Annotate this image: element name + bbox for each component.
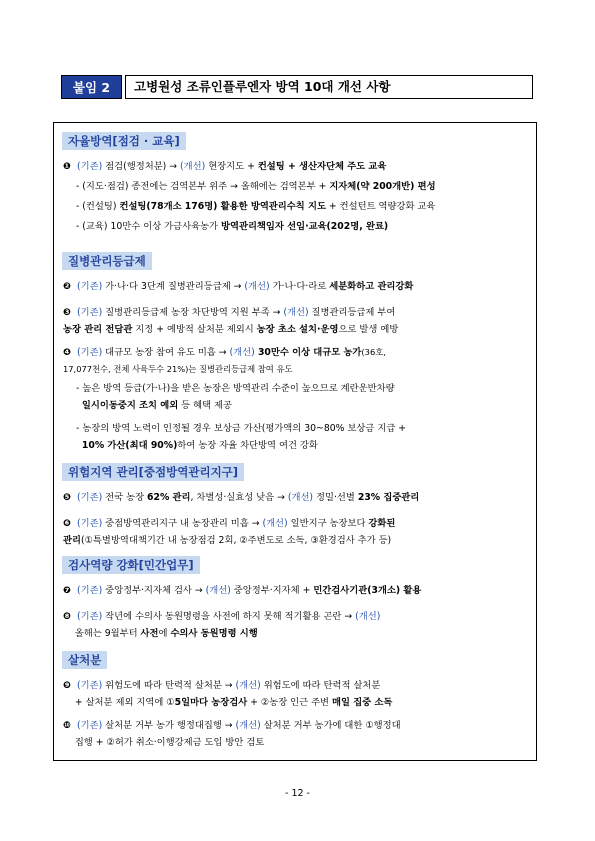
label-before: (기존) [77,680,103,691]
emphasis: 수의사 동원명령 시행 [170,628,258,639]
emphasis: 강화된 [368,518,396,529]
item-1-sub-3 [76,218,533,235]
section-heading-risk-area: 위험지역 관리[중점방역관리지구] [62,463,244,481]
emphasis: 민간검사기관(3개소) 활용 [313,585,422,596]
label-before: (기존) [77,161,103,172]
item-4-sub-1 [76,380,533,414]
label-after: (개선) [244,281,270,292]
label-after: (개선) [355,611,381,622]
text: - (지도·점검) 종전에는 검역본부 위주 → 올해에는 검역본부 + [76,181,330,192]
section-heading-inspection: 검사역량 강화[민간업무] [62,556,200,574]
label-before: (기존) [77,492,103,503]
item-1-sub-1 [76,178,533,195]
emphasis: 농장 관리 전담관 [63,324,133,335]
note: (36호, [361,347,386,357]
emphasis: 매일 집중 소독 [332,697,393,708]
text: 중점방역관리지구 내 농장관리 미흡 → [102,518,263,529]
label-before: (기존) [77,347,103,358]
item-number: ❺ [63,492,71,503]
text: 살처분 거부 농가에 대한 ①행정대 [260,720,401,731]
item-9 [63,677,533,711]
emphasis: 관리 [63,535,81,546]
item-number: ❹ [63,347,71,358]
emphasis: 사전 [140,628,159,639]
page-number: - 12 - [285,788,310,799]
item-3 [63,304,533,338]
attachment-header [61,75,533,99]
item-number: ❷ [63,281,71,292]
text: 현장지도 + [205,161,258,172]
item-number: ❿ [63,720,71,731]
item-number: ❾ [63,680,71,691]
text: (①특별방역대책기간 내 농장점검 2회, ②주변도로 소독, ③환경검사 추가 등) [80,535,392,546]
emphasis: 컨설팅 + 생산자단체 주도 교육 [257,161,387,172]
text: 질병관리등급제 부여 [308,307,396,318]
emphasis: 농장 초소 설치·운영 [256,324,339,335]
label-before: (기존) [77,611,103,622]
text: 가·나·다 3단계 질병관리등급제 → [102,281,245,292]
label-after: (개선) [283,307,309,318]
text: 지정 + 예방적 살처분 제외시 [132,324,257,335]
emphasis: 방역관리책임자 선임·교육(202명, 완료) [221,221,389,232]
document-title: 고병원성 조류인플루엔자 방역 10대 개선 사항 [125,75,533,99]
emphasis: 세분화하고 관리강화 [329,281,414,292]
text: 일반지구 농장보다 [287,518,369,529]
item-number: ❼ [63,585,71,596]
item-10 [63,717,533,751]
label-before: (기존) [77,307,103,318]
text: 전국 농장 [102,492,148,503]
label-after: (개선) [229,347,255,358]
emphasis: 30만수 이상 대규모 농가 [254,347,362,358]
text: + 컨설턴트 역량강화 교육 [325,201,436,212]
item-1 [63,158,533,175]
text: - (교육) 10만수 이상 가금사육농가 [76,221,221,232]
label-before: (기존) [77,518,103,529]
section-heading-culling: 살처분 [62,651,107,669]
label-before: (기존) [77,720,103,731]
text: 살처분 거부 농가 행정대집행 → [102,720,236,731]
emphasis: 62% 관리 [147,492,191,503]
text: 중앙정부·지자체 + [230,585,314,596]
text: 에 [158,628,171,639]
label-after: (개선) [180,161,206,172]
label-after: (개선) [262,518,288,529]
item-number: ❽ [63,611,71,622]
text: 정밀·선별 [313,492,358,503]
text: + ②농장 인근 주변 [247,697,332,708]
text: 하여 농장 자율 차단방역 여건 강화 [177,440,318,451]
item-2 [63,278,533,295]
note: 17,077천수, 전체 사육두수 21%)는 질병관리등급제 참여 유도 [63,364,293,374]
text: - (컨설팅) [76,201,120,212]
item-6 [63,515,533,549]
emphasis: 10% 가산(최대 90%) [81,440,178,451]
item-4-sub-2 [76,420,533,454]
text: 중앙정부·지자체 검사 → [102,585,206,596]
label-after: (개선) [205,585,231,596]
text: + 살처분 제외 지역에 ① [74,697,175,708]
item-7 [63,582,533,599]
label-before: (기존) [77,281,103,292]
text: 가·나·다·라로 [269,281,330,292]
text: 질병관리등급제 농장 차단방역 지원 부족 → [102,307,284,318]
item-4 [63,344,533,378]
emphasis: 5일마다 농장검사 [174,697,248,708]
item-number: ❻ [63,518,71,529]
emphasis: 23% 집중관리 [357,492,420,503]
label-after: (개선) [287,492,314,503]
text: - 높은 방역 등급(가·나)을 받은 농장은 방역관리 수준이 높으므로 계란운반차량 [76,383,395,394]
text: 점검(행정처분) → [102,161,181,172]
label-after: (개선) [235,680,261,691]
item-5 [63,489,533,506]
emphasis: 지자체(약 200개반) 편성 [329,181,436,192]
text: 위험도에 따라 탄력적 살처분 [260,680,381,691]
text: - 농장의 방역 노력이 인정될 경우 보상금 가산(평가액의 30~80% 보상금 지급 + [76,423,407,434]
attachment-tag: 붙임 2 [61,75,122,99]
emphasis: 컨설팅(78개소 176명) 활용한 방역관리수칙 지도 [119,201,326,212]
text: 대규모 농장 참여 유도 미흡 → [102,347,230,358]
text: , 차별성·실효성 낮음 → [190,492,288,503]
item-number: ❶ [63,161,71,172]
label-after: (개선) [235,720,261,731]
text: 작년에 수의사 동원명령을 사전에 하지 못해 적기활용 곤란 → [102,611,356,622]
text: 으로 발생 예방 [338,324,399,335]
text: 집행 + ②허가 취소·이행강제금 도입 방안 검토 [74,737,265,748]
item-8 [63,608,533,642]
item-number: ❸ [63,307,71,318]
item-1-sub-2 [76,198,533,215]
text: 위험도에 따라 탄력적 살처분 → [102,680,236,691]
label-before: (기존) [77,585,103,596]
emphasis: 일시이동중지 조치 예외 [81,400,179,411]
text: 등 혜택 제공 [178,400,232,411]
section-heading-grade-system: 질병관리등급제 [62,252,152,270]
section-heading-self-prevention: 자율방역[점검 · 교육] [62,132,186,150]
text: 올해는 9월부터 [74,628,141,639]
